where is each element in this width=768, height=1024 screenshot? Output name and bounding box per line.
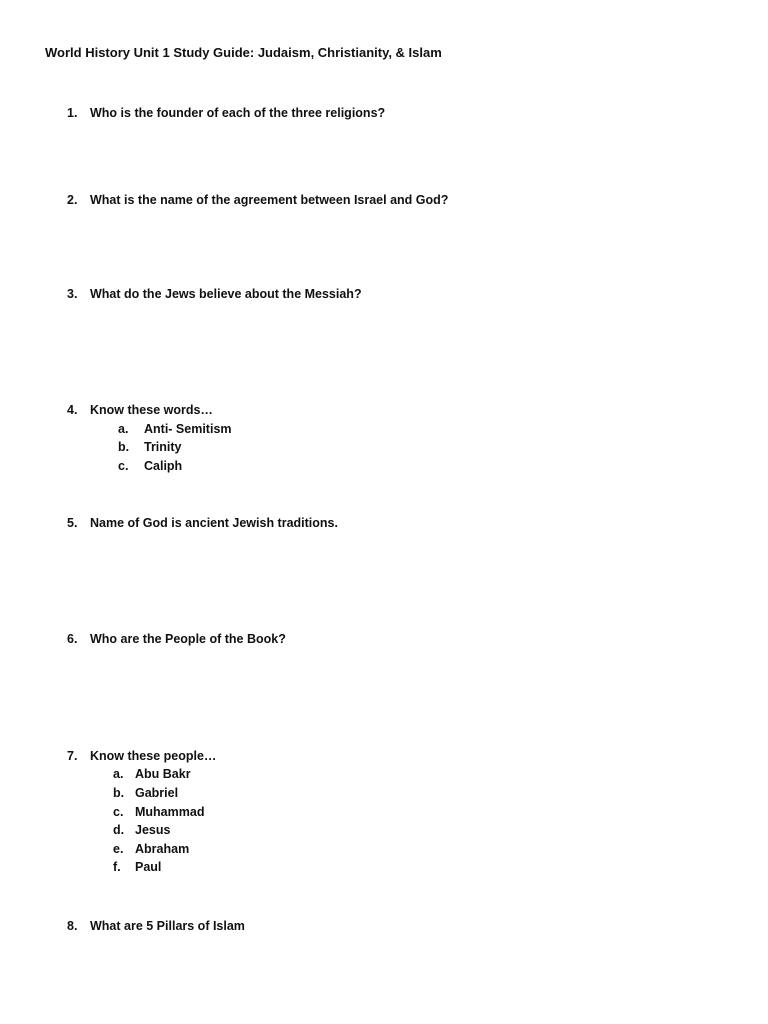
question-text: Who is the founder of each of the three religions?	[90, 106, 386, 120]
question-text: What do the Jews believe about the Messiah?	[90, 287, 362, 301]
question-text: Who are the People of the Book?	[90, 632, 286, 646]
list-item-letter: e.	[113, 842, 124, 856]
list-item-letter: f.	[113, 860, 121, 874]
list-item-letter: c.	[113, 805, 124, 819]
list-item-text: Paul	[135, 860, 162, 874]
question-1	[67, 106, 385, 120]
question-text: Know these people…	[90, 749, 217, 763]
question-number: 6.	[67, 632, 78, 646]
question-number: 4.	[67, 403, 78, 417]
question-3	[67, 287, 362, 301]
list-item-letter: a.	[118, 422, 129, 436]
list-item-text: Jesus	[135, 823, 171, 837]
question-text: What are 5 Pillars of Islam	[90, 919, 245, 933]
page-title: World History Unit 1 Study Guide: Judaism, Christianity, & Islam	[45, 45, 442, 60]
question-6	[67, 632, 286, 646]
list-item-text: Trinity	[144, 440, 182, 454]
question-7	[67, 749, 216, 763]
list-item-letter: c.	[118, 459, 129, 473]
list-item-text: Gabriel	[135, 786, 179, 800]
list-item-text: Abu Bakr	[135, 767, 191, 781]
list-item-text: Anti- Semitism	[144, 422, 232, 436]
question-number: 3.	[67, 287, 78, 301]
list-item	[113, 823, 170, 837]
question-5	[67, 516, 338, 530]
question-number: 5.	[67, 516, 78, 530]
list-item	[118, 422, 232, 436]
list-item	[113, 860, 161, 874]
question-8	[67, 919, 245, 933]
question-4	[67, 403, 213, 417]
question-number: 8.	[67, 919, 78, 933]
list-item	[113, 842, 189, 856]
question-2	[67, 193, 448, 207]
question-text: Name of God is ancient Jewish traditions.	[90, 516, 338, 530]
question-text: Know these words…	[90, 403, 213, 417]
list-item-text: Abraham	[135, 842, 190, 856]
list-item-letter: a.	[113, 767, 124, 781]
question-number: 2.	[67, 193, 78, 207]
list-item-text: Muhammad	[135, 805, 205, 819]
question-text: What is the name of the agreement between Israel and God?	[90, 193, 449, 207]
list-item	[113, 805, 204, 819]
question-number: 1.	[67, 106, 78, 120]
list-item	[113, 767, 191, 781]
list-item	[118, 440, 182, 454]
list-item-letter: b.	[118, 440, 130, 454]
list-item	[118, 459, 182, 473]
list-item-letter: d.	[113, 823, 125, 837]
question-number: 7.	[67, 749, 78, 763]
list-item-text: Caliph	[144, 459, 183, 473]
list-item	[113, 786, 178, 800]
list-item-letter: b.	[113, 786, 125, 800]
